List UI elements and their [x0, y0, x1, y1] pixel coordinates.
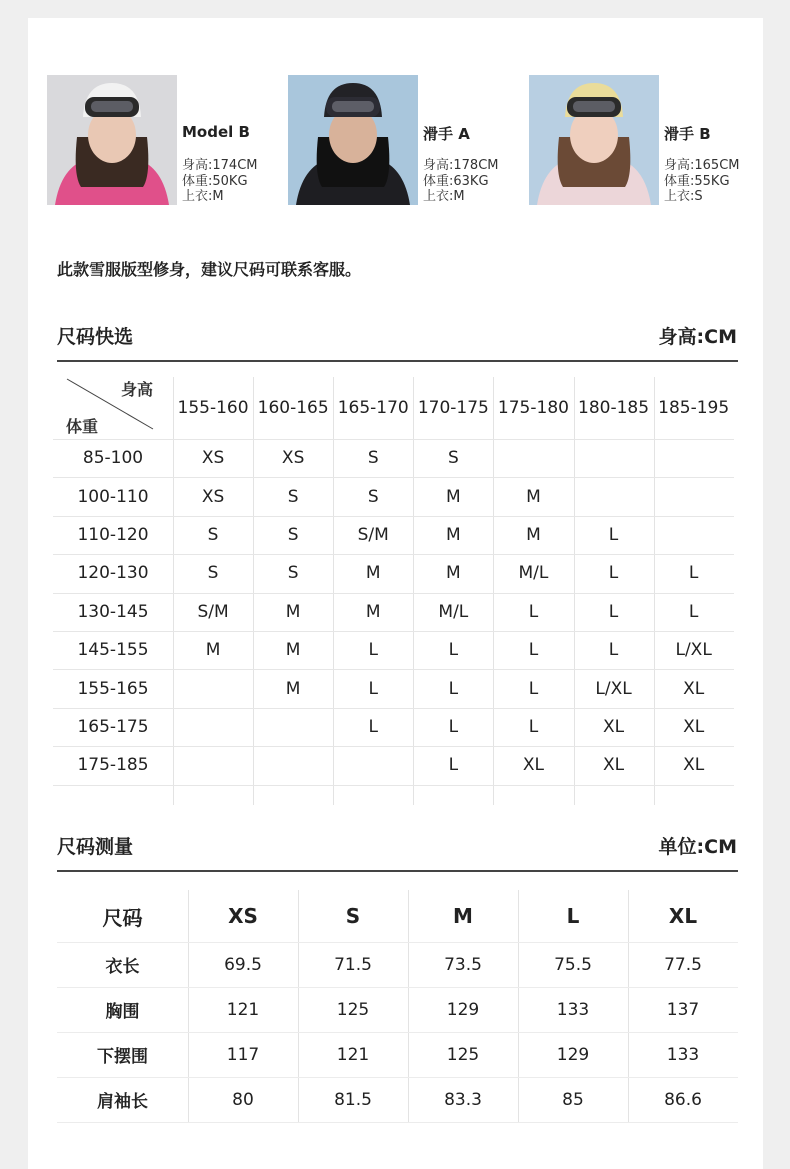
measurement-value: 81.5 [334, 1089, 372, 1110]
size-cell: M [205, 640, 221, 661]
measurement-value: 137 [666, 999, 700, 1020]
measurement-label: 肩袖长 [97, 1092, 148, 1112]
measurement-value: 133 [556, 999, 590, 1020]
weight-range-label: 130-145 [77, 601, 149, 622]
size-cell: S [207, 563, 219, 584]
size-cell: M/L [438, 601, 469, 622]
height-range-header: 185-195 [658, 398, 730, 418]
model-weight: 体重:50KG [182, 173, 248, 189]
size-cell: M [285, 640, 301, 661]
weight-range-label: 120-130 [77, 563, 149, 584]
size-cell: S [287, 486, 299, 507]
size-cell: XL [683, 755, 705, 776]
size-column-header: XL [668, 904, 698, 928]
weight-range-label: 155-165 [77, 678, 149, 699]
size-cell: L [608, 563, 619, 584]
size-cell [654, 439, 734, 477]
size-cell [253, 746, 333, 784]
size-cell: L [608, 601, 619, 622]
size-cell: M [285, 601, 301, 622]
weight-range-label: 145-155 [77, 640, 149, 661]
size-cell: S/M [197, 601, 229, 622]
size-cell: L [368, 678, 378, 699]
size-cell [173, 746, 253, 784]
size-cell: M [446, 563, 461, 584]
size-cell: M [446, 524, 461, 545]
weight-range-label: 85-100 [82, 448, 144, 469]
weight-range-label: 110-120 [77, 524, 149, 545]
size-cell: L [688, 563, 699, 584]
size-cell: XL [522, 755, 544, 776]
size-cell: M [526, 524, 541, 545]
height-range-header: 160-165 [257, 398, 329, 418]
size-cell: M/L [518, 563, 549, 584]
size-cell: XS [281, 448, 305, 469]
size-cell: XS [201, 486, 225, 507]
size-cell [173, 708, 253, 746]
size-cell: M [285, 678, 301, 699]
grid-line [57, 1122, 738, 1123]
measurement-value: 83.3 [444, 1089, 482, 1110]
size-cell: L [688, 601, 699, 622]
size-cell [333, 746, 413, 784]
size-cell: S [287, 563, 299, 584]
size-cell [654, 477, 734, 515]
size-cell: L/XL [595, 678, 632, 699]
size-cell: L [448, 640, 459, 661]
measurement-table [57, 890, 738, 1122]
size-header-label: 尺码 [102, 905, 143, 930]
model-stats [423, 158, 499, 205]
size-cell [253, 708, 333, 746]
model-weight: 体重:55KG [664, 173, 730, 189]
section-divider [57, 870, 738, 872]
measurement-value: 117 [226, 1044, 260, 1065]
size-cell: L [608, 640, 619, 661]
size-column-header: M [453, 904, 473, 928]
model-card [47, 75, 287, 205]
measurement-value: 80 [232, 1089, 254, 1110]
size-cell: M [526, 486, 541, 507]
model-weight: 体重:63KG [423, 173, 489, 189]
model-photo [288, 75, 418, 205]
model-height: 身高:174CM [182, 158, 258, 173]
measurement-value: 125 [446, 1044, 480, 1065]
measure-title: 尺码测量 [57, 836, 134, 858]
model-list [47, 75, 767, 205]
size-cell: S/M [357, 524, 389, 545]
model-stats [664, 158, 740, 205]
measurement-label: 胸围 [105, 1002, 140, 1022]
measurement-value: 69.5 [224, 954, 262, 975]
size-cell [574, 439, 654, 477]
measurement-value: 121 [336, 1044, 370, 1065]
model-top-size: 上衣:S [664, 189, 703, 204]
portrait-illustration [529, 75, 659, 205]
size-cell: L [528, 640, 539, 661]
grid-line [53, 785, 734, 786]
quick-size-unit: 身高:CM [658, 326, 737, 348]
size-column-header: L [566, 904, 580, 928]
size-cell: S [367, 486, 379, 507]
model-name: 滑手 B [664, 125, 711, 143]
size-cell: L/XL [675, 640, 712, 661]
model-card [288, 75, 528, 205]
size-cell: M [446, 486, 461, 507]
corner-diagonal [53, 377, 173, 439]
measurement-value: 75.5 [554, 954, 592, 975]
measurement-value: 125 [336, 999, 370, 1020]
height-range-header: 165-170 [337, 398, 409, 418]
model-card [529, 75, 769, 205]
measurement-value: 129 [446, 999, 480, 1020]
size-cell [654, 516, 734, 554]
model-name: Model B [182, 123, 250, 141]
height-range-header: 170-175 [417, 398, 489, 418]
size-cell: S [287, 524, 299, 545]
measurement-value: 73.5 [444, 954, 482, 975]
measurement-value: 133 [666, 1044, 700, 1065]
measurement-value: 85 [562, 1089, 584, 1110]
size-cell: L [448, 755, 459, 776]
size-column-header: S [345, 904, 361, 928]
size-cell: L [368, 640, 378, 661]
measure-unit: 单位:CM [658, 836, 737, 858]
section-divider [57, 360, 738, 362]
size-cell: S [447, 448, 459, 469]
size-cell: S [207, 524, 219, 545]
weight-range-label: 175-185 [77, 755, 149, 776]
size-column-header: XS [228, 904, 258, 928]
size-cell: L [528, 601, 539, 622]
measurement-value: 86.6 [664, 1089, 702, 1110]
measurement-value: 121 [226, 999, 260, 1020]
quick-size-title: 尺码快选 [57, 326, 134, 348]
height-range-header: 175-180 [497, 398, 569, 418]
model-photo [529, 75, 659, 205]
corner-weight-label: 体重 [66, 417, 99, 436]
model-stats [182, 158, 258, 205]
measurement-value: 77.5 [664, 954, 702, 975]
corner-height-label: 身高 [121, 380, 154, 399]
size-cell: XL [683, 678, 705, 699]
size-cell: L [368, 716, 378, 737]
height-range-header: 180-185 [578, 398, 650, 418]
quick-size-table [53, 377, 734, 805]
size-cell: L [528, 678, 539, 699]
fit-notice: 此款雪服版型修身，建议尺码可联系客服。 [57, 260, 362, 279]
height-range-header: 155-160 [177, 398, 249, 418]
size-cell: M [365, 563, 381, 584]
portrait-illustration [288, 75, 418, 205]
measurement-value: 129 [556, 1044, 590, 1065]
size-cell [493, 439, 573, 477]
size-cell: L [448, 716, 459, 737]
quick-size-grid [53, 377, 734, 805]
size-cell: L [608, 524, 619, 545]
size-cell: XL [602, 755, 625, 776]
size-cell [574, 477, 654, 515]
model-photo [47, 75, 177, 205]
size-cell: XL [602, 716, 625, 737]
size-cell: L [528, 716, 539, 737]
weight-range-label: 165-175 [77, 716, 149, 737]
model-top-size: 上衣:M [182, 189, 224, 204]
weight-range-label: 100-110 [77, 486, 149, 507]
portrait-illustration [47, 75, 177, 205]
model-height: 身高:165CM [664, 158, 740, 173]
model-top-size: 上衣:M [423, 189, 465, 204]
measurement-label: 下摆围 [97, 1047, 148, 1067]
size-cell: XL [683, 716, 705, 737]
model-height: 身高:178CM [423, 158, 499, 173]
measurement-label: 衣长 [105, 957, 140, 977]
size-cell: M [365, 601, 381, 622]
measurement-value: 71.5 [334, 954, 372, 975]
size-cell: S [367, 448, 379, 469]
size-cell: XS [201, 448, 225, 469]
size-cell: L [448, 678, 459, 699]
model-name: 滑手 A [423, 125, 470, 143]
size-cell [173, 669, 253, 707]
